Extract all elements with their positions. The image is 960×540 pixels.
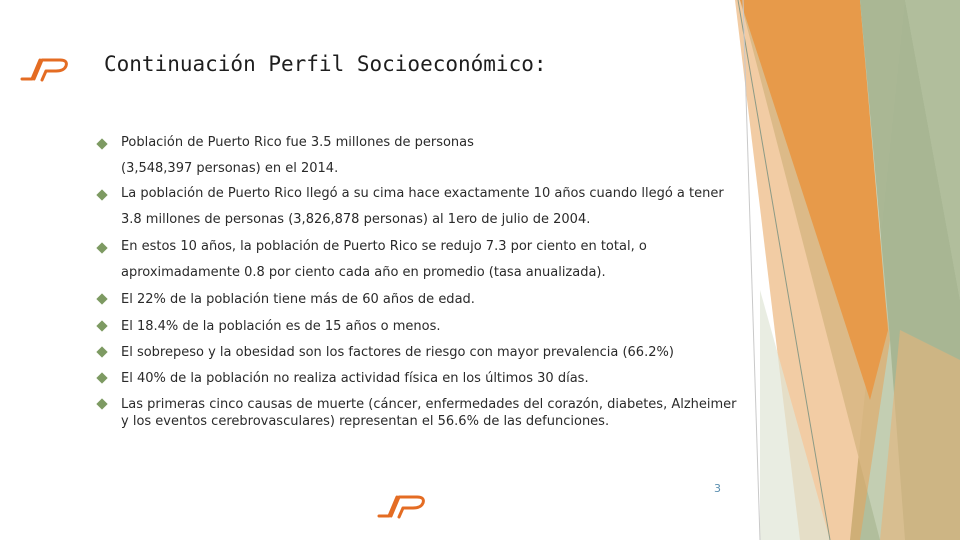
jp-logo-bottom-icon xyxy=(376,494,428,520)
bullet-text: Población de Puerto Rico fue 3.5 millones de personas (3,548,397 personas) en el 2014. xyxy=(121,135,474,176)
diamond-bullet-icon xyxy=(96,189,107,200)
page-number: 3 xyxy=(714,482,721,495)
diamond-bullet-icon xyxy=(96,293,107,304)
slide-title: Continuación Perfil Socioeconómico: xyxy=(104,52,547,76)
diamond-bullet-icon xyxy=(96,242,107,253)
bullet-text: El 40% de la población no realiza actividad física en los últimos 30 días. xyxy=(121,371,589,386)
diamond-bullet-icon xyxy=(96,320,107,331)
bullet-text: En estos 10 años, la población de Puerto Rico se redujo 7.3 por ciento en total, o aproximadamente 0.8 por ciento cada año en promedio (tasa anualizada). xyxy=(121,239,647,280)
bullet-text: El 22% de la población tiene más de 60 años de edad. xyxy=(121,292,475,307)
diamond-bullet-icon xyxy=(96,398,107,409)
diamond-bullet-icon xyxy=(96,346,107,357)
diamond-bullet-icon xyxy=(96,372,107,383)
bullet-text: El sobrepeso y la obesidad son los factores de riesgo con mayor prevalencia (66.2%) xyxy=(121,345,674,360)
bullet-text: La población de Puerto Rico llegó a su cima hace exactamente 10 años cuando llegó a tener 3.8 millones de personas (3,826,878 personas) al 1ero de julio de 2004. xyxy=(121,186,724,227)
bullet-text: Las primeras cinco causas de muerte (cáncer, enfermedades del corazón, diabetes, Alzheimer y los eventos cerebrovasculares) representan el 56.6% de las defunciones. xyxy=(121,397,737,429)
diamond-bullet-icon xyxy=(96,138,107,149)
bullet-text: El 18.4% de la población es de 15 años o menos. xyxy=(121,319,441,334)
